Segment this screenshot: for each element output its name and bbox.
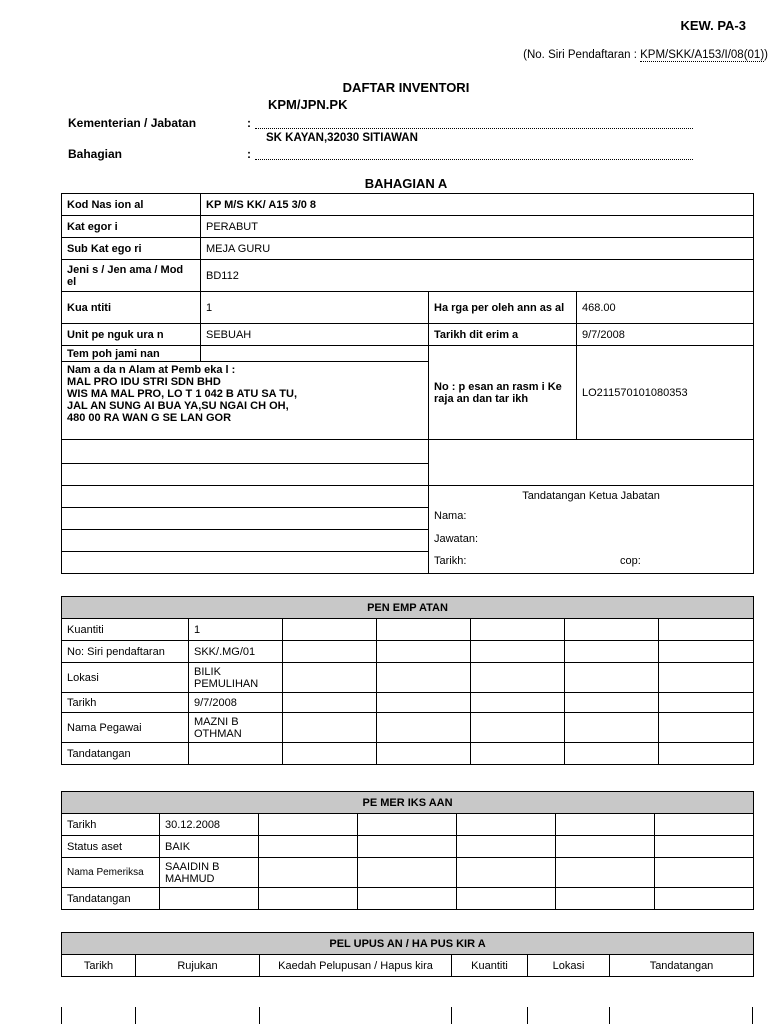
jenis-label: Jeni s / Jen ama / Mod el [62,260,201,292]
column-line [752,1007,753,1024]
table-row [62,836,754,858]
pemeriksaan-row-label: Tarikh [62,814,160,836]
pesanan-value: LO211570101080353 [577,346,754,440]
harga-label: Ha rga per oleh ann as al [429,292,577,324]
penempatan-row-value: BILIK PEMULIHAN [189,663,283,693]
registration-suffix: ) [764,49,768,61]
pemeriksaan-title: PE MER IKS AAN [62,792,754,814]
column-line [61,1007,62,1024]
pelupusan-table [61,932,754,977]
column-line [451,1007,452,1024]
kod-nasional-value: KP M/S KK/ A15 3/0 8 [201,194,754,216]
table-row [62,663,754,693]
column-line [527,1007,528,1024]
penempatan-row-value: 9/7/2008 [189,693,283,713]
blank-row [62,508,429,530]
pembekal-block [62,362,429,440]
table-row [62,713,754,743]
blank-row [62,486,429,508]
pembekal-line: JAL AN SUNG AI BUA YA,SU NGAI CH OH, [67,400,289,412]
penempatan-title: PEN EMP ATAN [62,597,754,619]
kementerian-colon: : [247,116,251,130]
penempatan-row-label: Tarikh [62,693,189,713]
harga-value: 468.00 [577,292,754,324]
penempatan-row-value: 1 [189,619,283,641]
kod-nasional-label: Kod Nas ion al [62,194,201,216]
penempatan-row-label: No: Siri pendaftaran [62,641,189,663]
jawatan-label: Jawatan: [434,533,479,545]
registration-value: KPM/SKK/A153/I/08(01) [640,49,765,61]
column-header-lokasi: Lokasi [528,955,610,977]
bahagian-value: SK KAYAN,32030 SITIAWAN [266,132,418,144]
column-header-tandatangan: Tandatangan [610,955,754,977]
table-row [62,693,754,713]
tarikh-terima-label: Tarikh dit erim a [429,324,577,346]
pembekal-line: MAL PRO IDU STRI SDN BHD [67,376,221,388]
tarikh-terima-value: 9/7/2008 [577,324,754,346]
tandatangan-ketua-label: Tandatangan Ketua Jabatan [522,490,660,502]
table-row [62,619,754,641]
bahagian-dotted-line [255,159,693,160]
registration-prefix: (No. Siri Pendaftaran : [523,49,641,61]
kementerian-dotted-line [255,128,693,129]
blank-row [62,464,429,486]
tempoh-label: Tem poh jami nan [62,346,201,362]
table-row [62,858,754,888]
pemeriksaan-row-label: Status aset [62,836,160,858]
kategori-label: Kat egor i [62,216,201,238]
page-title: DAFTAR INVENTORI [342,80,470,95]
blank-row [62,530,429,552]
blank-row [62,552,429,574]
ketua-jabatan-signature-box [429,486,754,574]
table-row [62,888,754,910]
tarikh-label: Tarikh: [434,555,467,567]
cop-label: cop: [620,555,641,567]
penempatan-row-label: Kuantiti [62,619,189,641]
pelupusan-title: PEL UPUS AN / HA PUS KIR A [62,933,754,955]
penempatan-row-value: MAZNI B OTHMAN [189,713,283,743]
pemeriksaan-row-label: Tandatangan [62,888,160,910]
table-row [62,641,754,663]
penempatan-row-value: SKK/.MG/01 [189,641,283,663]
registration-number [523,49,768,61]
table-row [62,743,754,765]
pemeriksaan-row-label: Nama Pemeriksa [62,858,160,888]
form-code: KEW. PA-3 [680,18,746,33]
nama-label: Nama: [434,510,467,522]
pemeriksaan-row-value: 30.12.2008 [160,814,259,836]
section-a-title: BAHAGIAN A [364,176,448,191]
kategori-value: PERABUT [201,216,754,238]
tempoh-value [201,346,429,362]
bahagian-label: Bahagian [68,147,123,161]
bahagian-colon: : [247,147,251,161]
column-header-kaedah: Kaedah Pelupusan / Hapus kira [260,955,452,977]
kuantiti-label: Kua ntiti [62,292,201,324]
section-a-table [61,193,754,574]
penempatan-row-label: Lokasi [62,663,189,693]
kementerian-value: KPM/JPN.PK [268,97,348,112]
jenis-value: BD112 [201,260,754,292]
pemeriksaan-row-value [160,888,259,910]
column-header-tarikh: Tarikh [62,955,136,977]
penempatan-row-value [189,743,283,765]
column-header-rujukan: Rujukan [136,955,260,977]
column-line [259,1007,260,1024]
sub-kategori-label: Sub Kat ego ri [62,238,201,260]
penempatan-table [61,596,754,765]
pembekal-line: WIS MA MAL PRO, LO T 1 042 B ATU SA TU, [67,388,297,400]
blank-box [429,440,754,486]
column-header-kuantiti: Kuantiti [452,955,528,977]
pemeriksaan-row-value: BAIK [160,836,259,858]
pembekal-line: Nam a da n Alam at Pemb eka l : [67,364,236,376]
unit-value: SEBUAH [201,324,429,346]
pemeriksaan-table [61,791,754,910]
blank-row [62,440,429,464]
table-row [62,814,754,836]
table-header-row [62,955,754,977]
kementerian-label: Kementerian / Jabatan [68,116,197,130]
pembekal-line: 480 00 RA WAN G SE LAN GOR [67,412,232,424]
unit-label: Unit pe nguk ura n [62,324,201,346]
sub-kategori-value: MEJA GURU [201,238,754,260]
penempatan-row-label: Tandatangan [62,743,189,765]
column-line [135,1007,136,1024]
column-line [609,1007,610,1024]
pesanan-label: No : p esan an rasm i Ke raja an dan tar ikh [429,346,577,440]
pemeriksaan-row-value: SAAIDIN B MAHMUD [160,858,259,888]
kuantiti-value: 1 [201,292,429,324]
penempatan-row-label: Nama Pegawai [62,713,189,743]
